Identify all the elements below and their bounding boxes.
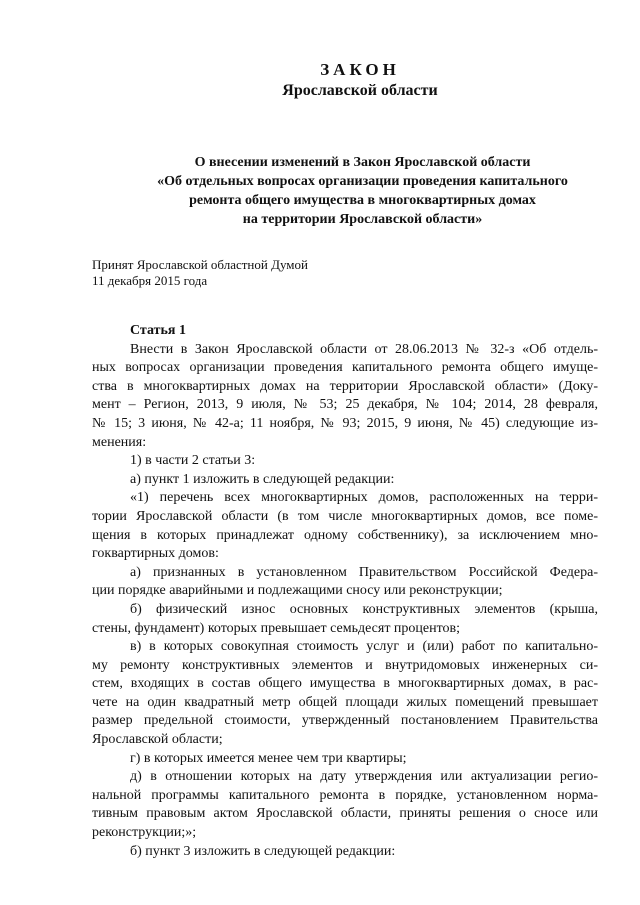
text-line: стем, входящих в состав общего имущества в многоквартирных домах, в рас- [92,676,598,692]
text-line: тории Ярославской области (в том числе многоквартирных домов, все поме- [92,508,598,524]
text-line: щения в которых принадлежат одному собственнику), за исключением мно- [92,527,598,543]
text-line: г) в которых имеется менее чем три квартиры; [130,750,407,766]
text-line: Внести в Закон Ярославской области от 28.06.2013 № 32-з «Об отдель- [130,341,598,357]
text-line: д) в отношении которых на дату утверждения или актуализации регио- [130,769,598,785]
text-line: реконструкции;»; [92,825,197,841]
text-line: «1) перечень всех многоквартирных домов, расположенных на терри- [130,490,598,506]
adopted-date: 11 декабря 2015 года [92,273,208,288]
text-line: а) признанных в установленном Правительством Российской Федера- [130,564,598,580]
text-line: мент – Регион, 2013, 9 июля, № 53; 25 декабря, № 104; 2014, 28 февраля, [92,397,598,413]
text-line: б) пункт 3 изложить в следующей редакции: [130,843,396,859]
article-1 [92,322,598,861]
subject-line: «Об отдельных вопросах организации проведения капитального [157,174,568,189]
subject-line: ремонта общего имущества в многоквартирных домах [189,193,536,208]
adoption-info [92,257,308,289]
adopted-by: Принят Ярославской областной Думой [92,257,308,272]
text-line: гоквартирных домов: [92,546,219,562]
subject-line: О внесении изменений в Закон Ярославской области [194,155,531,170]
law-subject [90,153,635,229]
article-title: Статья 1 [130,323,186,338]
text-line: Ярославской области; [92,732,223,748]
text-line: в) в которых совокупная стоимость услуг и (или) работ по капитально- [130,639,598,655]
text-line: ства в многоквартирных домах на территории Ярославской области» (Доку- [92,378,598,394]
text-line: 1) в части 2 статьи 3: [130,453,256,469]
text-line: б) физический износ основных конструктивных элементов (крыша, [130,601,598,617]
text-line: ции порядке аварийными и подлежащими сносу или реконструкции; [92,583,503,599]
text-line: менения: [92,434,147,450]
text-line: № 15; 3 июня, № 42-а; 11 ноября, № 93; 2015, 9 июня, № 45) следующие из- [92,415,598,431]
law-title: ЗАКОН [320,60,400,79]
text-line: ных вопросах организации проведения капитального ремонта общего имуще- [92,360,598,376]
law-region: Ярославской области [282,82,438,99]
text-line: нальной программы капитального ремонта в порядке, установленном норма- [92,787,598,803]
text-line: му ремонту конструктивных элементов и внутридомовых инженерных си- [92,657,598,673]
text-line: а) пункт 1 изложить в следующей редакции: [130,471,395,487]
text-line: размер предельной стоимости, утвержденный постановлением Правительства [92,713,598,729]
text-line: чете на один квадратный метр общей площади жилых помещений превышает [92,694,598,710]
text-line: стены, фундамент) которых превышает семьдесят процентов; [92,620,461,636]
subject-line: на территории Ярославской области» [242,212,483,227]
text-line: тивным правовым актом Ярославской области, приняты решения о сносе или [92,806,598,822]
